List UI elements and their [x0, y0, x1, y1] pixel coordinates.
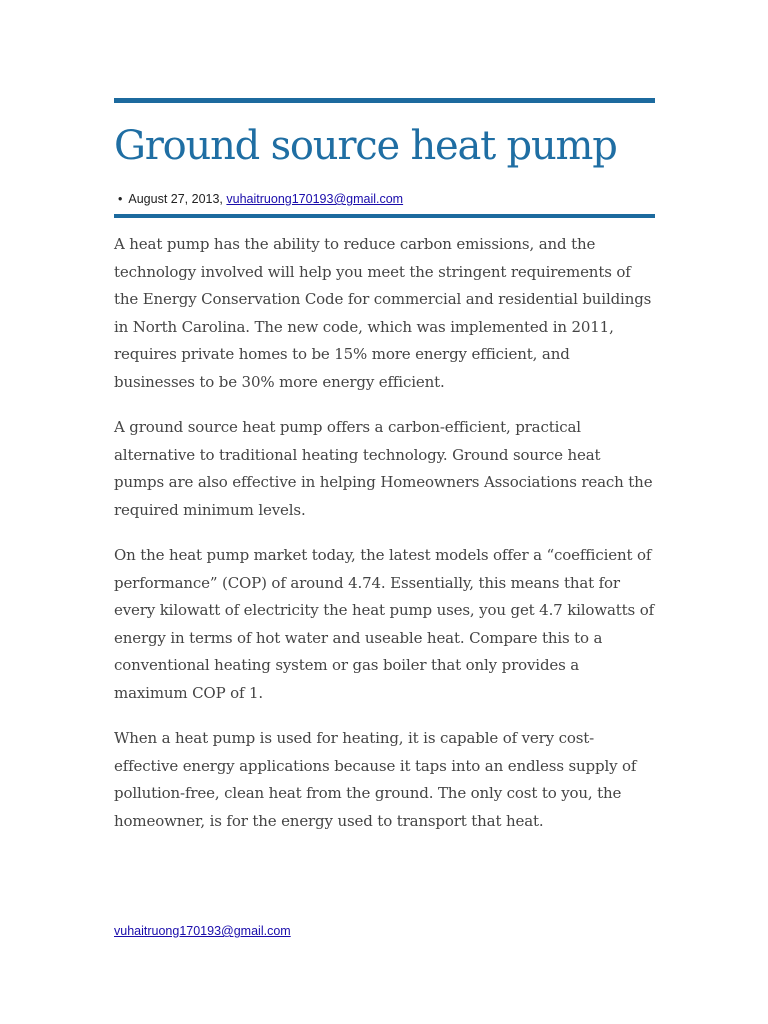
publish-date: August 27, 2013, — [128, 192, 223, 206]
paragraph: A ground source heat pump offers a carbon-efficient, practical alternative to traditional heating technology. Ground source heat pumps are also effective in helping Homeowners Associations reach the required minimum levels. — [114, 418, 653, 519]
paragraph: A heat pump has the ability to reduce carbon emissions, and the technology involved will help you meet the stringent requirements of the Energy Conservation Code for commercial and residential buildings in North Carolina. The new code, which was implemented in 2011, requires private homes to be 15% more energy efficient, and businesses to be 30% more energy efficient. — [114, 235, 652, 391]
article-title: Ground source heat pump — [114, 123, 617, 169]
top-divider — [114, 98, 655, 103]
meta-bullet: • — [118, 192, 123, 206]
article-meta — [114, 190, 655, 208]
footer-email-link[interactable]: vuhaitruong170193@gmail.com — [114, 924, 291, 938]
paragraph: When a heat pump is used for heating, it is capable of very cost-effective energy applications because it taps into an endless supply of pollution-free, clean heat from the ground. The only cost to you, the homeowner, is for the energy used to transport that heat. — [114, 729, 637, 830]
article-body — [114, 231, 655, 835]
paragraph: On the heat pump market today, the latest models offer a “coefficient of performance” (COP) of around 4.74. Essentially, this means that for every kilowatt of electricity the heat pump uses, you get 4.7 kilowatts of energy in terms of hot water and useable heat. Compare this to a conventional heating system or gas boiler that only provides a maximum COP of 1. — [114, 546, 654, 702]
meta-divider — [114, 214, 655, 218]
author-email-link[interactable]: vuhaitruong170193@gmail.com — [226, 192, 404, 206]
article — [114, 98, 655, 853]
